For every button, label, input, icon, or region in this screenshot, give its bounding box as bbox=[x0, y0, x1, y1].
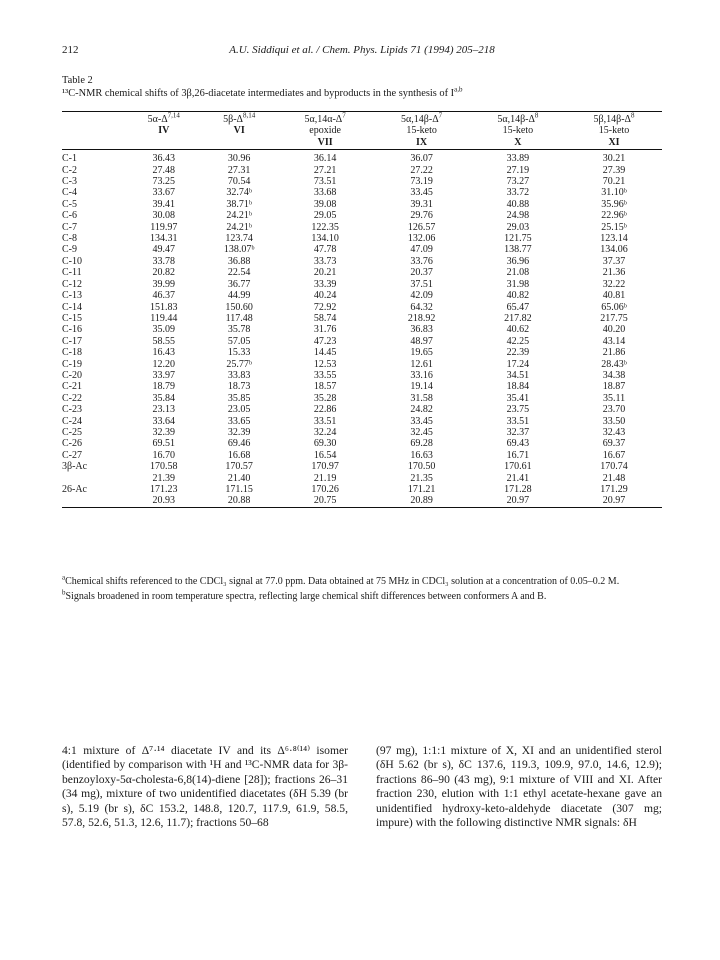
shift-value: 217.82 bbox=[504, 312, 532, 324]
shift-value: 33.65 bbox=[227, 415, 251, 427]
shift-value: 30.08 bbox=[152, 210, 176, 222]
shift-value: 22.86 bbox=[313, 404, 337, 416]
table-row bbox=[62, 176, 662, 187]
shift-value: 38.71ᵇ bbox=[226, 198, 252, 210]
row-label bbox=[62, 495, 126, 507]
shift-value: 36.77 bbox=[227, 278, 251, 290]
shift-value: 27.39 bbox=[602, 164, 626, 176]
shift-value: 39.08 bbox=[313, 198, 337, 210]
row-label: C-4 bbox=[62, 187, 77, 199]
shift-value: 15.33 bbox=[227, 347, 251, 359]
column-header-config: 5α,14β-Δ bbox=[497, 114, 535, 125]
shift-value: 35.85 bbox=[227, 392, 251, 404]
shift-value: 20.75 bbox=[313, 495, 337, 507]
shift-value: 32.39 bbox=[227, 426, 251, 438]
shift-value: 35.84 bbox=[152, 392, 176, 404]
shift-value: 150.60 bbox=[225, 301, 253, 313]
table-row bbox=[62, 290, 662, 301]
shift-value: 33.16 bbox=[410, 369, 433, 381]
column-header: $5\beta,14\beta-\Delta^8$ 15-keto XI bbox=[566, 112, 662, 150]
row-label: C-3 bbox=[62, 176, 77, 188]
row-label: C-8 bbox=[62, 233, 77, 245]
table-row bbox=[62, 359, 662, 370]
shift-value: 20.21 bbox=[313, 267, 337, 279]
table-row bbox=[62, 256, 662, 267]
shift-value: 16.70 bbox=[152, 449, 176, 461]
table-label: Table 2 bbox=[62, 75, 93, 86]
shift-value: 12.20 bbox=[152, 358, 176, 370]
row-label bbox=[62, 473, 126, 484]
column-header: $5\alpha,14\beta-\Delta^8$ 15-keto X bbox=[470, 112, 566, 150]
table-row bbox=[62, 370, 662, 381]
shift-value: 35.09 bbox=[152, 324, 176, 336]
row-label: C-14 bbox=[62, 301, 82, 313]
shift-value: 40.62 bbox=[506, 324, 530, 336]
table-row bbox=[62, 244, 662, 255]
table-row bbox=[62, 427, 662, 438]
shift-value: 35.11 bbox=[602, 392, 626, 404]
shift-value: 171.29 bbox=[600, 484, 628, 495]
shift-value: 22.54 bbox=[227, 267, 251, 279]
shift-value: 171.15 bbox=[225, 484, 253, 495]
shift-value: 21.19 bbox=[313, 472, 337, 484]
shift-value: 69.51 bbox=[152, 438, 176, 450]
row-label: C-23 bbox=[62, 404, 82, 416]
shift-value: 27.21 bbox=[313, 164, 337, 176]
shift-value: 170.50 bbox=[407, 461, 436, 473]
column-compound-id: VI bbox=[233, 125, 245, 137]
table-row bbox=[62, 393, 662, 404]
shift-value: 28.43ᵇ bbox=[601, 358, 627, 370]
shift-value: 27.19 bbox=[506, 164, 530, 176]
footnote-b: $^b$Signals broadened in room temperature spectra, reflecting large chemical shift differences between conformers A and B. bbox=[62, 588, 547, 602]
row-label: C-5 bbox=[62, 198, 77, 210]
shift-value: 33.64 bbox=[152, 415, 176, 427]
shift-value: 20.93 bbox=[152, 495, 176, 507]
shift-value: 35.41 bbox=[506, 392, 530, 404]
shift-value: 19.14 bbox=[410, 381, 433, 393]
shift-value: 20.37 bbox=[410, 267, 433, 279]
shift-value: 65.47 bbox=[506, 301, 530, 313]
table-bottom-rule bbox=[62, 507, 662, 509]
shift-value: 20.89 bbox=[410, 495, 433, 507]
shift-value: 32.22 bbox=[602, 278, 626, 290]
row-label: C-13 bbox=[62, 290, 82, 302]
table-row bbox=[62, 313, 662, 324]
shift-value: 40.82 bbox=[506, 290, 530, 302]
column-header-sub: epoxide bbox=[309, 125, 341, 137]
shift-value: 36.43 bbox=[152, 153, 176, 165]
shift-value: 33.45 bbox=[410, 415, 433, 427]
shift-value: 21.36 bbox=[602, 267, 626, 279]
table-row bbox=[62, 187, 662, 198]
shift-value: 29.05 bbox=[313, 210, 337, 222]
shift-value: 21.35 bbox=[410, 472, 433, 484]
shift-value: 24.82 bbox=[410, 404, 433, 416]
shift-value: 171.23 bbox=[150, 484, 178, 495]
table-row bbox=[62, 438, 662, 449]
shift-value: 18.84 bbox=[506, 381, 530, 393]
shift-value: 22.39 bbox=[506, 347, 530, 359]
shift-value: 33.51 bbox=[313, 415, 337, 427]
shift-value: 47.78 bbox=[313, 244, 337, 256]
shift-value: 117.48 bbox=[225, 312, 253, 324]
shift-value: 40.24 bbox=[313, 290, 337, 302]
table-row bbox=[62, 222, 662, 233]
row-label: C-24 bbox=[62, 415, 82, 427]
shift-value: 36.07 bbox=[410, 153, 433, 165]
shift-value: 32.37 bbox=[506, 426, 530, 438]
shift-value: 217.75 bbox=[600, 312, 628, 324]
shift-value: 20.88 bbox=[227, 495, 251, 507]
shift-value: 33.76 bbox=[410, 255, 433, 267]
table-row bbox=[62, 495, 662, 507]
shift-value: 29.76 bbox=[410, 210, 433, 222]
row-label: C-26 bbox=[62, 438, 82, 450]
shift-value: 69.28 bbox=[410, 438, 433, 450]
shift-value: 138.07ᵇ bbox=[223, 244, 255, 256]
shift-value: 73.19 bbox=[410, 176, 433, 188]
shift-value: 20.82 bbox=[152, 267, 176, 279]
shift-value: 31.76 bbox=[313, 324, 337, 336]
table-row bbox=[62, 336, 662, 347]
column-compound-id: IV bbox=[158, 125, 170, 137]
nmr-table bbox=[62, 111, 662, 509]
shift-value: 170.74 bbox=[600, 461, 628, 473]
shift-value: 119.44 bbox=[150, 312, 178, 324]
shift-value: 122.35 bbox=[311, 221, 339, 233]
shift-value: 69.46 bbox=[227, 438, 251, 450]
row-label: C-1 bbox=[62, 153, 77, 165]
shift-value: 33.73 bbox=[313, 255, 337, 267]
shift-value: 23.05 bbox=[227, 404, 251, 416]
shift-value: 23.70 bbox=[602, 404, 626, 416]
table-row bbox=[62, 404, 662, 415]
shift-value: 33.78 bbox=[152, 255, 176, 267]
shift-value: 126.57 bbox=[407, 221, 436, 233]
page-header bbox=[62, 44, 662, 60]
shift-value: 18.73 bbox=[227, 381, 251, 393]
shift-value: 138.77 bbox=[504, 244, 532, 256]
table-row bbox=[62, 347, 662, 358]
shift-value: 33.51 bbox=[506, 415, 530, 427]
shift-value: 151.83 bbox=[150, 301, 178, 313]
shift-value: 42.25 bbox=[506, 335, 530, 347]
shift-value: 22.96ᵇ bbox=[601, 210, 627, 222]
table-row bbox=[62, 302, 662, 313]
column-header-sub: 15-keto bbox=[502, 125, 534, 137]
shift-value: 119.97 bbox=[150, 221, 178, 233]
shift-value: 40.20 bbox=[602, 324, 626, 336]
row-label: C-18 bbox=[62, 347, 82, 359]
shift-value: 58.55 bbox=[152, 335, 176, 347]
shift-value: 24.21ᵇ bbox=[226, 221, 252, 233]
shift-value: 73.25 bbox=[152, 176, 176, 188]
shift-value: 21.39 bbox=[152, 472, 176, 484]
shift-value: 14.45 bbox=[313, 347, 337, 359]
shift-value: 33.55 bbox=[313, 369, 337, 381]
column-compound-id: XI bbox=[608, 136, 620, 148]
shift-value: 134.31 bbox=[150, 233, 178, 245]
shift-value: 33.67 bbox=[152, 187, 176, 199]
body-column-left: 4:1 mixture of Δ⁷·¹⁴ diacetate IV and its Δ⁶·⁸⁽¹⁴⁾ isomer (identified by comparison with ¹H and ¹³C-NMR data for 3β-benzoyloxy-5α-cholesta-6,8(14)-diene [28]); fractions 26–31 (34 mg), mixture of two unidentified diacetates (δH 5.39 (br s), 5.19 (br s), δC 153.2, 148.8, 120.7, 117.9, 61.9, 58.5, 57.8, 52.6, 51.3, 12.6, 11.7); fractions 50–68 bbox=[62, 744, 348, 830]
shift-value: 121.75 bbox=[504, 233, 532, 245]
row-label: C-16 bbox=[62, 324, 82, 336]
shift-value: 35.28 bbox=[313, 392, 337, 404]
column-header-config: 5α-Δ bbox=[147, 114, 168, 125]
shift-value: 21.86 bbox=[602, 347, 626, 359]
page-number: 212 bbox=[62, 44, 79, 56]
shift-value: 47.23 bbox=[313, 335, 337, 347]
row-label: C-10 bbox=[62, 255, 82, 267]
shift-value: 12.53 bbox=[313, 358, 337, 370]
shift-value: 27.31 bbox=[227, 164, 251, 176]
shift-value: 20.97 bbox=[602, 495, 626, 507]
shift-value: 16.67 bbox=[602, 449, 626, 461]
shift-value: 49.47 bbox=[152, 244, 176, 256]
shift-value: 21.41 bbox=[506, 472, 530, 484]
shift-value: 34.51 bbox=[506, 369, 530, 381]
column-compound-id: IX bbox=[416, 136, 428, 148]
shift-value: 72.92 bbox=[313, 301, 337, 313]
table-row bbox=[62, 461, 662, 472]
shift-value: 40.88 bbox=[506, 198, 530, 210]
row-label: C-2 bbox=[62, 164, 77, 176]
shift-value: 32.39 bbox=[152, 426, 176, 438]
table-row bbox=[62, 473, 662, 484]
column-header: $5\alpha-\Delta^{7,14}$ IV bbox=[126, 112, 202, 150]
table-row bbox=[62, 150, 662, 165]
row-label: C-25 bbox=[62, 426, 82, 438]
shift-value: 23.75 bbox=[506, 404, 530, 416]
shift-value: 69.43 bbox=[506, 438, 530, 450]
shift-value: 36.88 bbox=[227, 255, 251, 267]
shift-value: 32.45 bbox=[410, 426, 433, 438]
shift-value: 44.99 bbox=[227, 290, 251, 302]
row-label: C-15 bbox=[62, 312, 82, 324]
shift-value: 31.58 bbox=[410, 392, 433, 404]
table-row bbox=[62, 267, 662, 278]
table-caption bbox=[62, 74, 662, 100]
shift-value: 58.74 bbox=[313, 312, 337, 324]
shift-value: 33.50 bbox=[602, 415, 626, 427]
shift-value: 33.68 bbox=[313, 187, 337, 199]
shift-value: 47.09 bbox=[410, 244, 433, 256]
table-row bbox=[62, 165, 662, 176]
shift-value: 64.32 bbox=[410, 301, 433, 313]
shift-value: 65.06ᵇ bbox=[601, 301, 627, 313]
shift-value: 171.21 bbox=[407, 484, 436, 495]
shift-value: 134.06 bbox=[600, 244, 628, 256]
shift-value: 35.96ᵇ bbox=[601, 198, 627, 210]
shift-value: 31.98 bbox=[506, 278, 530, 290]
shift-value: 170.57 bbox=[225, 461, 253, 473]
shift-value: 39.41 bbox=[152, 198, 176, 210]
shift-value: 19.65 bbox=[410, 347, 433, 359]
body-column-right: (97 mg), 1:1:1 mixture of X, XI and an unidentified sterol (δH 5.62 (br s), δC 137.6, 119.3, 109.9, 97.0, 14.6, 12.9); fractions 86–90 (43 mg), 9:1 mixture of VIII and XI. After fraction 230, elution with 1:1 ethyl acetate-hexane gave an unidentified hydroxy-keto-aldehyde diacetate (307 mg; impure) with the following distinctive NMR signals: δH bbox=[376, 744, 662, 830]
row-label: C-21 bbox=[62, 381, 82, 393]
shift-value: 23.13 bbox=[152, 404, 176, 416]
shift-value: 170.26 bbox=[311, 484, 339, 495]
row-label: 26-Ac bbox=[62, 484, 87, 495]
column-header-sub: 15-keto bbox=[406, 125, 437, 137]
shift-value: 171.28 bbox=[504, 484, 532, 495]
shift-value: 73.51 bbox=[313, 176, 337, 188]
shift-value: 20.97 bbox=[506, 495, 530, 507]
table-row bbox=[62, 233, 662, 244]
column-header: $5\alpha,14\beta-\Delta^7$ 15-keto IX bbox=[373, 112, 469, 150]
column-header-config: 5α,14α-Δ bbox=[304, 114, 343, 125]
shift-value: 123.74 bbox=[225, 233, 253, 245]
table-row bbox=[62, 279, 662, 290]
row-label: C-6 bbox=[62, 210, 77, 222]
shift-value: 21.08 bbox=[506, 267, 530, 279]
shift-value: 170.58 bbox=[150, 461, 178, 473]
shift-value: 33.89 bbox=[506, 153, 530, 165]
column-compound-id: VII bbox=[317, 136, 333, 148]
shift-value: 32.43 bbox=[602, 426, 626, 438]
shift-value: 27.22 bbox=[410, 164, 433, 176]
shift-value: 25.77ᵇ bbox=[226, 358, 252, 370]
nmr-shift-table bbox=[62, 111, 662, 509]
shift-value: 37.51 bbox=[410, 278, 433, 290]
row-label: C-19 bbox=[62, 358, 82, 370]
column-header-config: 5β,14β-Δ bbox=[593, 114, 631, 125]
shift-value: 132.06 bbox=[407, 233, 436, 245]
shift-value: 16.63 bbox=[410, 449, 433, 461]
table-row bbox=[62, 450, 662, 461]
shift-value: 39.31 bbox=[410, 198, 433, 210]
column-header-sub: 15-keto bbox=[598, 125, 630, 137]
shift-value: 39.99 bbox=[152, 278, 176, 290]
shift-value: 21.40 bbox=[227, 472, 251, 484]
shift-value: 69.37 bbox=[602, 438, 626, 450]
shift-value: 170.61 bbox=[504, 461, 532, 473]
running-head: A.U. Siddiqui et al. / Chem. Phys. Lipids 71 (1994) 205–218 bbox=[229, 44, 495, 56]
column-header-config: 5β-Δ bbox=[223, 114, 243, 125]
shift-value: 73.27 bbox=[506, 176, 530, 188]
shift-value: 30.96 bbox=[227, 153, 251, 165]
shift-value: 32.24 bbox=[313, 426, 337, 438]
shift-value: 43.14 bbox=[602, 335, 626, 347]
shift-value: 69.30 bbox=[313, 438, 337, 450]
shift-value: 24.21ᵇ bbox=[226, 210, 252, 222]
row-label: C-20 bbox=[62, 369, 82, 381]
shift-value: 33.72 bbox=[506, 187, 530, 199]
shift-value: 18.57 bbox=[313, 381, 337, 393]
row-label: C-11 bbox=[62, 267, 82, 279]
table-row bbox=[62, 484, 662, 495]
column-compound-id: X bbox=[514, 136, 522, 148]
shift-value: 48.97 bbox=[410, 335, 433, 347]
shift-value: 42.09 bbox=[410, 290, 433, 302]
shift-value: 21.48 bbox=[602, 472, 626, 484]
shift-value: 16.43 bbox=[152, 347, 176, 359]
table-row bbox=[62, 210, 662, 221]
shift-value: 18.79 bbox=[152, 381, 176, 393]
row-label: 3β-Ac bbox=[62, 461, 88, 473]
table-header-row bbox=[62, 112, 662, 150]
table-row bbox=[62, 199, 662, 210]
shift-value: 134.10 bbox=[311, 233, 339, 245]
row-label: C-9 bbox=[62, 244, 77, 256]
shift-value: 32.74ᵇ bbox=[226, 187, 252, 199]
shift-value: 33.97 bbox=[152, 369, 176, 381]
column-header: $5\alpha,14\alpha-\Delta^7$ epoxide VII bbox=[277, 112, 374, 150]
shift-value: 57.05 bbox=[227, 335, 251, 347]
shift-value: 37.37 bbox=[602, 255, 626, 267]
row-label: C-17 bbox=[62, 335, 82, 347]
shift-value: 24.98 bbox=[506, 210, 530, 222]
shift-value: 29.03 bbox=[506, 221, 530, 233]
shift-value: 40.81 bbox=[602, 290, 626, 302]
shift-value: 31.10ᵇ bbox=[601, 187, 627, 199]
column-header: $5\beta-\Delta^{8,14}$ VI bbox=[202, 112, 277, 150]
shift-value: 123.14 bbox=[600, 233, 628, 245]
shift-value: 218.92 bbox=[407, 312, 436, 324]
header-empty-cell bbox=[62, 112, 126, 150]
table-footnotes bbox=[62, 573, 662, 605]
shift-value: 25.15ᵇ bbox=[601, 221, 627, 233]
row-label: C-27 bbox=[62, 449, 82, 461]
table-row bbox=[62, 324, 662, 335]
shift-value: 35.78 bbox=[227, 324, 251, 336]
shift-value: 36.83 bbox=[410, 324, 433, 336]
row-label: C-22 bbox=[62, 392, 82, 404]
row-label: C-7 bbox=[62, 221, 77, 233]
shift-value: 33.45 bbox=[410, 187, 433, 199]
shift-value: 33.83 bbox=[227, 369, 251, 381]
shift-value: 16.68 bbox=[227, 449, 251, 461]
table-title: ¹³C-NMR chemical shifts of 3β,26-diacetate intermediates and byproducts in the synthesis of I$^{a,b}$ bbox=[62, 85, 463, 99]
footnote-a: $^a$Chemical shifts referenced to the CDCl₃ signal at 77.0 ppm. Data obtained at 75 MHz in CDCl₃ solution at a concentration of 0.05–0.2 M. bbox=[62, 573, 620, 587]
shift-value: 16.54 bbox=[313, 449, 337, 461]
shift-value: 17.24 bbox=[506, 358, 530, 370]
shift-value: 70.21 bbox=[602, 176, 626, 188]
shift-value: 27.48 bbox=[152, 164, 176, 176]
shift-value: 18.87 bbox=[602, 381, 626, 393]
shift-value: 30.21 bbox=[602, 153, 626, 165]
shift-value: 170.97 bbox=[311, 461, 339, 473]
shift-value: 12.61 bbox=[410, 358, 433, 370]
shift-value: 36.96 bbox=[506, 255, 530, 267]
shift-value: 34.38 bbox=[602, 369, 626, 381]
table-row bbox=[62, 381, 662, 392]
shift-value: 16.71 bbox=[506, 449, 530, 461]
shift-value: 36.14 bbox=[313, 153, 337, 165]
shift-value: 70.54 bbox=[227, 176, 251, 188]
column-header-config: 5α,14β-Δ bbox=[401, 114, 439, 125]
shift-value: 33.39 bbox=[313, 278, 337, 290]
table-row bbox=[62, 416, 662, 427]
shift-value: 46.37 bbox=[152, 290, 176, 302]
row-label: C-12 bbox=[62, 278, 82, 290]
